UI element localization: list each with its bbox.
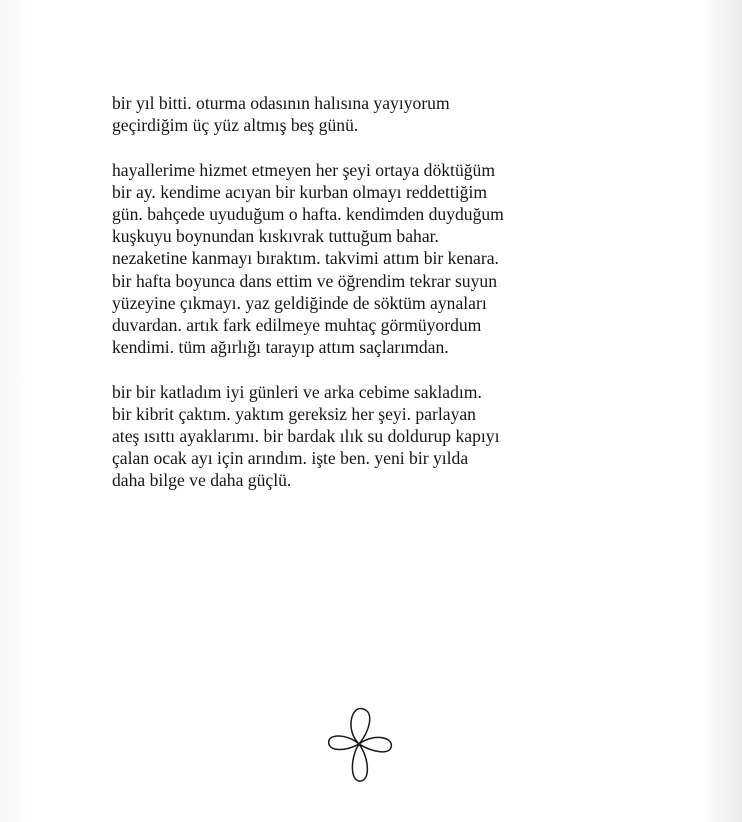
poem-line: nezaketine kanmayı bıraktım. takvimi attım bir kenara.	[112, 248, 499, 269]
poem-line: duvardan. artık fark edilmeye muhtaç görmüyordum	[112, 315, 482, 336]
poem-line: kendimi. tüm ağırlığı tarayıp attım saçlarımdan.	[112, 337, 449, 358]
poem-line: bir yıl bitti. oturma odasının halısına yayıyorum	[112, 93, 450, 113]
petal-bottom	[352, 744, 367, 781]
poem-text	[112, 92, 672, 492]
petal-right	[359, 737, 391, 751]
stanza-3	[112, 381, 672, 492]
poem-line: ateş ısıttı ayaklarımı. bir bardak ılık su doldurup kapıyı	[112, 426, 500, 447]
poem-line: bir ay. kendime acıyan bir kurban olmayı reddettiğim	[112, 181, 488, 202]
poem-line: gün. bahçede uyuduğum o hafta. kendimden duyduğum	[112, 204, 504, 224]
poem-line: yüzeyine çıkmayı. yaz geldiğinde de söktüm aynaları	[112, 292, 487, 313]
poem-line: hayallerime hizmet etmeyen her şeyi ortaya döktüğüm	[112, 159, 496, 180]
page-gutter-shadow	[0, 0, 40, 822]
poem-line: çalan ocak ayı için arındım. işte ben. yeni bir yılda	[112, 448, 469, 469]
poem-line: geçirdiğim üç yüz altmış beş günü.	[112, 115, 359, 136]
page-edge-shadow	[700, 0, 742, 822]
four-petal-flower-icon	[322, 702, 398, 788]
stanza-2	[112, 159, 672, 359]
poem-line: bir kibrit çaktım. yaktım gereksiz her şeyi. parlayan	[112, 403, 476, 424]
poem-line: bir bir katladım iyi günleri ve arka cebime sakladım.	[112, 381, 482, 402]
poem-line: daha bilge ve daha güçlü.	[112, 470, 292, 491]
stanza-1	[112, 92, 672, 136]
poem-line: kuşkuyu boynundan kıskıvrak tuttuğum bahar.	[112, 226, 439, 247]
poem-line: bir hafta boyunca dans ettim ve öğrendim tekrar suyun	[112, 270, 497, 291]
